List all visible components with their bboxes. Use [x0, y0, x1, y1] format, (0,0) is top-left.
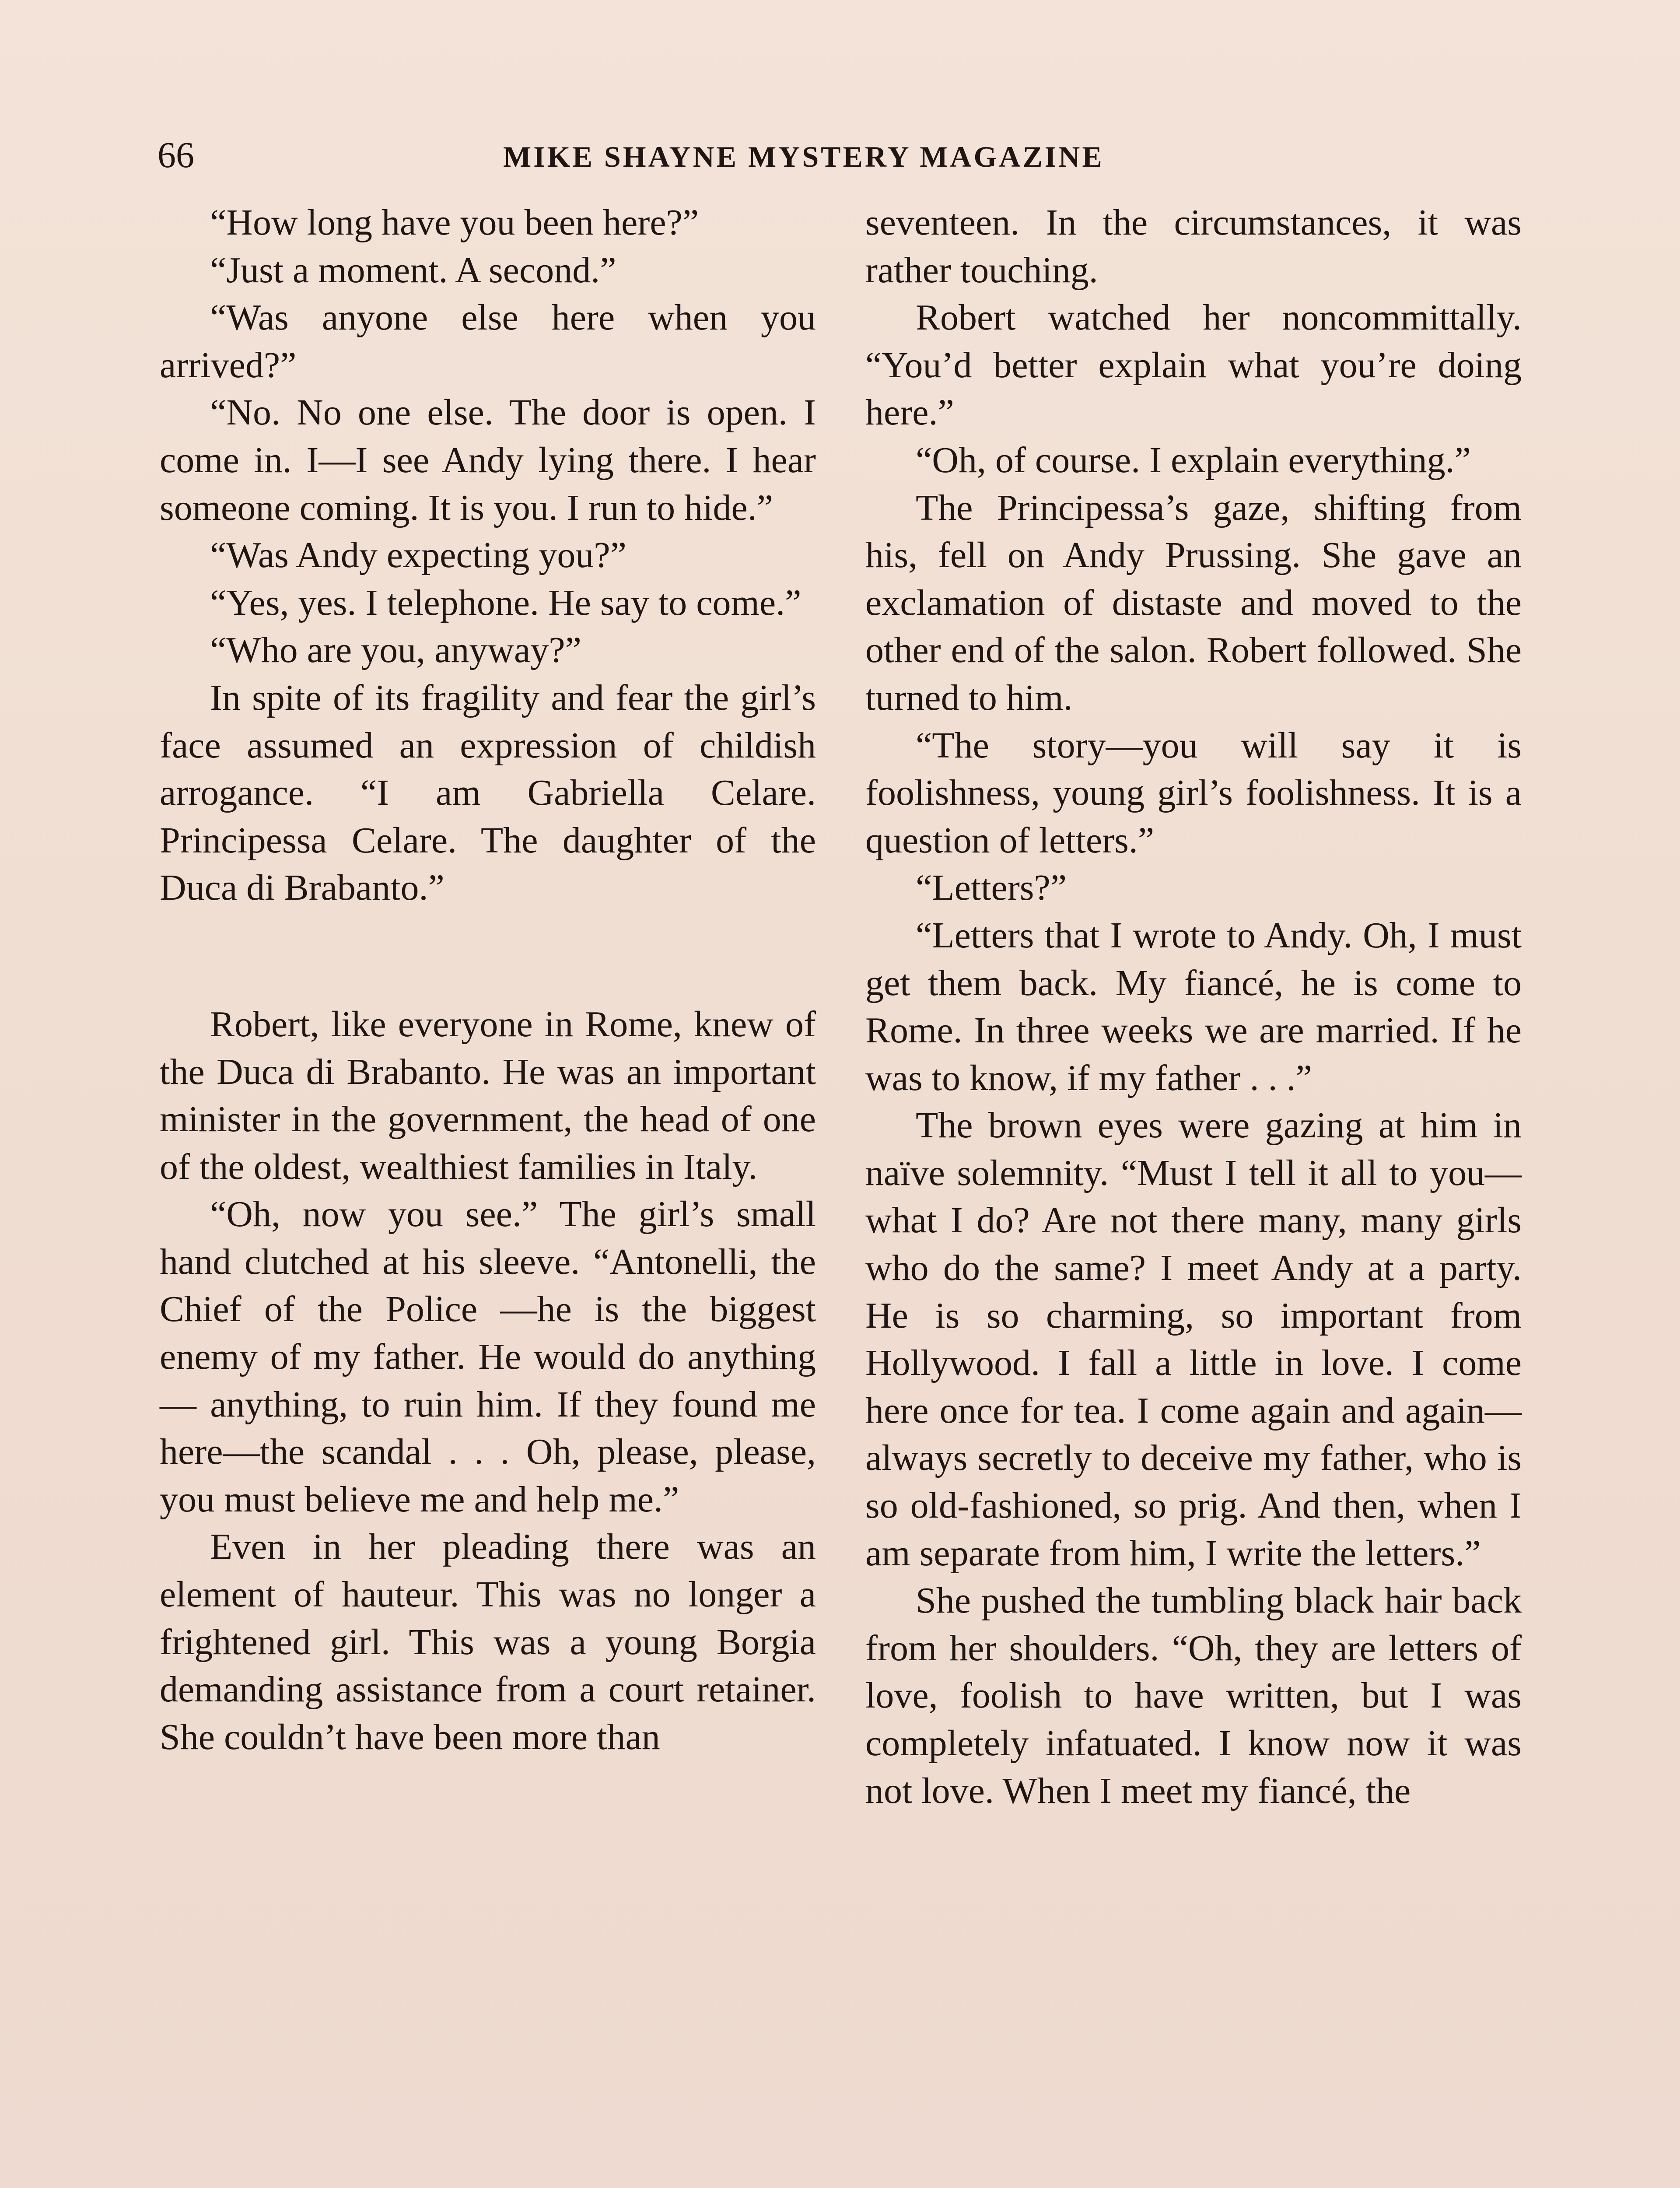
paragraph: “No. No one else. The door is open. I come in. I—I see Andy lying there. I hear someone coming. It is you. I run to hide.” [160, 392, 816, 528]
running-head [158, 131, 1522, 184]
left-text-column [160, 199, 816, 1761]
paragraph: The brown eyes were gazing at him in naïve solemnity. “Must I tell it all to you—what I do? Are not there many, many girls who do the same? I meet Andy at a party. He is so charming, so important from Hollywood. I fall a little in love. I come here once for tea. I come again and again—always secretly to deceive my father, who is so old-fashioned, so prig. And then, when I am separate from him, I write the letters.” [865, 1105, 1522, 1574]
paragraph: In spite of its fragility and fear the girl’s face assumed an expression of childish arrogance. “I am Gabriella Celare. Principessa Celare. The daughter of the Duca di Brabanto.” [160, 677, 816, 908]
paragraph: “Just a moment. A second.” [210, 249, 616, 291]
paragraph: “Oh, of course. I explain everything.” [916, 439, 1471, 480]
paragraph: Robert watched her noncommittally. “You’d better explain what you’re doing here.” [865, 297, 1522, 433]
paragraph: The Principessa’s gaze, shifting from his, fell on Andy Prussing. She gave an exclamation of distaste and moved to the other end of the salon. Robert followed. She turned to him. [865, 487, 1522, 718]
paragraph: She pushed the tumbling black hair back from her shoulders. “Oh, they are letters of love, foolish to have written, but I was completely infatuated. I know now it was not love. When I meet my fiancé, the [865, 1580, 1522, 1811]
right-text-column [865, 199, 1522, 1815]
paragraph: “Letters that I wrote to Andy. Oh, I must get them back. My fiancé, he is come to Rome. In three weeks we are married. If he was to know, if my father . . .” [865, 915, 1522, 1098]
section-start-paragraph: Robert, like everyone in Rome, knew of the Duca di Brabanto. He was an important minister in the government, the head of one of the oldest, wealthiest families in Italy. [160, 1003, 816, 1187]
magazine-title: MIKE SHAYNE MYSTERY MAGAZINE [503, 140, 1104, 173]
paragraph: “Who are you, anyway?” [210, 630, 581, 671]
paragraph: “Letters?” [916, 867, 1067, 908]
paragraph: “Oh, now you see.” The girl’s small hand clutched at his sleeve. “Antonelli, the Chief of the Police —he is the biggest enemy of my father. He would do anything— anything, to ruin him. If they found me here—the scandal . . . Oh, please, please, you must believe me and help me.” [160, 1194, 816, 1520]
continued-paragraph: seventeen. In the circumstances, it was rather touching. [865, 202, 1522, 291]
paragraph: “The story—you will say it is foolishness, young girl’s foolishness. It is a question of letters.” [865, 725, 1522, 861]
paragraph: “Was anyone else here when you arrived?” [160, 297, 816, 386]
paragraph: “How long have you been here?” [210, 202, 699, 243]
paragraph: Even in her pleading there was an element of hauteur. This was no longer a frightened girl. This was a young Borgia demanding assistance from a court retainer. She couldn’t have been more than [160, 1526, 816, 1757]
paragraph: “Yes, yes. I telephone. He say to come.” [210, 582, 802, 623]
paragraph: “Was Andy expecting you?” [210, 535, 626, 576]
page-number: 66 [158, 135, 194, 175]
